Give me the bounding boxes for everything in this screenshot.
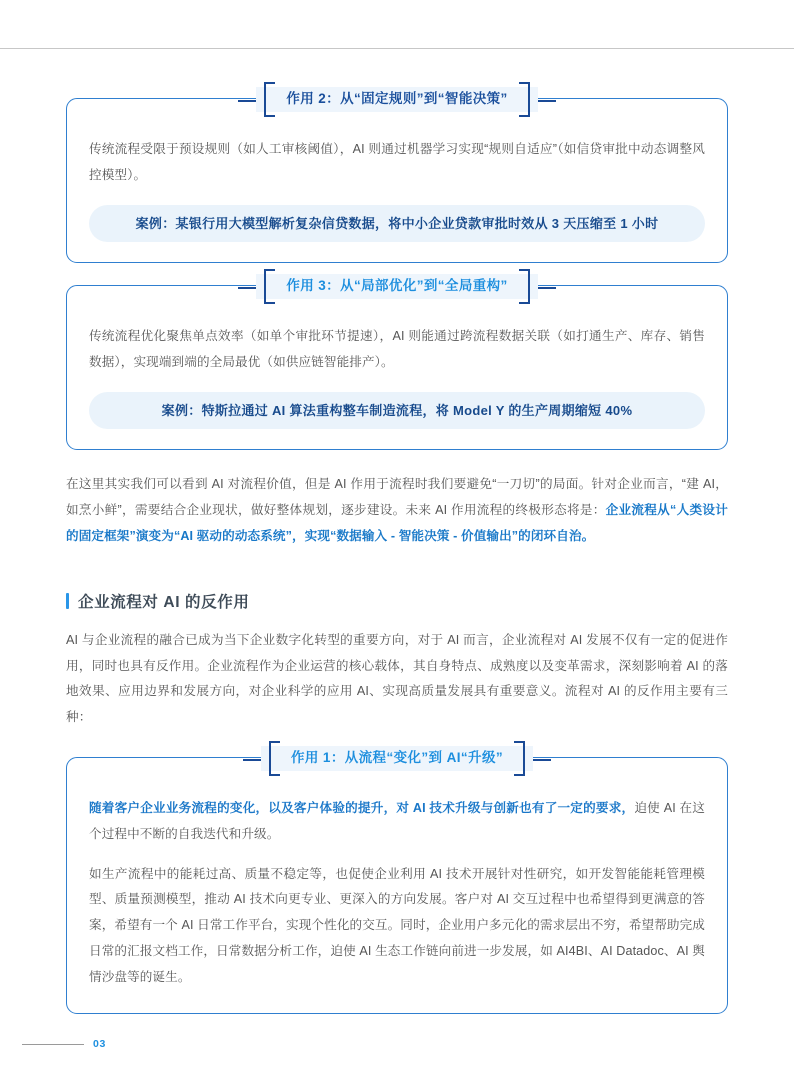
interstitial-plain-text: 在这里其实我们可以看到 AI 对流程价值，但是 AI 作用于流程时我们要避免“一刀切”的局面。针对企业而言，“建 AI，如烹小鲜”，需要结合企业现状，做好整体规划，逐步建设。未来 AI 作用流程的终极形态将是： bbox=[66, 477, 728, 518]
badge-connector-right-icon bbox=[538, 287, 556, 289]
effect-card-3-paragraph: 传统流程优化聚焦单点效率（如单个审批环节提速），AI 则能通过跨流程数据关联（如打通生产、库存、销售数据），实现端到端的全局最优（如供应链智能排产）。 bbox=[89, 329, 705, 369]
badge-connector-left-icon bbox=[238, 287, 256, 289]
effect-card-3-badge bbox=[256, 274, 537, 299]
effect-card-1-lead-paragraph bbox=[89, 796, 705, 848]
bracket-right-icon bbox=[514, 741, 525, 776]
effect-card-2-title: 作用 2：从“固定规则”到“智能决策” bbox=[286, 91, 508, 106]
bracket-right-icon bbox=[519, 269, 530, 304]
effect-card-3-title-wrap bbox=[67, 274, 727, 299]
effect-card-2 bbox=[66, 91, 728, 263]
bracket-left-icon bbox=[269, 741, 280, 776]
effect-card-2-title-wrap bbox=[67, 87, 727, 112]
effect-card-2-badge bbox=[256, 87, 537, 112]
effect-card-1-badge bbox=[261, 746, 533, 771]
page-top-rule bbox=[0, 48, 794, 49]
badge-connector-right-icon bbox=[538, 100, 556, 102]
effect-card-3 bbox=[66, 278, 728, 450]
bracket-left-icon bbox=[264, 269, 275, 304]
page-content bbox=[66, 91, 728, 1036]
badge-connector-left-icon bbox=[238, 100, 256, 102]
page-footer bbox=[22, 1038, 106, 1050]
bracket-left-icon bbox=[264, 82, 275, 117]
effect-card-2-paragraph: 传统流程受限于预设规则（如人工审核阈值），AI 则通过机器学习实现“规则自适应”（如信贷审批中动态调整风控模型）。 bbox=[89, 142, 705, 182]
bracket-right-icon bbox=[519, 82, 530, 117]
effect-card-1-title-wrap bbox=[67, 746, 727, 771]
effect-card-3-case: 案例：特斯拉通过 AI 算法重构整车制造流程，将 Model Y 的生产周期缩短 40% bbox=[89, 392, 705, 430]
effect-card-1-lead-tail: 迫使 AI 在这个过程中不断的自我迭代和升级。 bbox=[89, 800, 706, 841]
section-heading-text: 企业流程对 AI 的反作用 bbox=[78, 593, 250, 611]
effect-card-3-title: 作用 3：从“局部优化”到“全局重构” bbox=[286, 278, 508, 294]
effect-card-1 bbox=[66, 749, 728, 1014]
badge-connector-right-icon bbox=[533, 759, 551, 761]
section-body-paragraph: AI 与企业流程的融合已成为当下企业数字化转型的重要方向，对于 AI 而言，企业流程对 AI 发展不仅有一定的促进作用，同时也具有反作用。企业流程作为企业运营的核心载体，其自身特点、成熟度以及变革需求，深刻影响着 AI 的落地效果、应用边界和发展方向，对企业科学的应用 AI、实现高质量发展具有重要意义。流程对 AI 的反作用主要有三种： bbox=[66, 632, 728, 725]
section-heading bbox=[66, 590, 728, 612]
effect-card-1-title: 作用 1：从流程“变化”到 AI“升级” bbox=[290, 749, 503, 765]
heading-accent-bar-icon bbox=[66, 593, 69, 609]
interstitial-paragraph bbox=[66, 472, 728, 549]
effect-card-1-body-paragraph: 如生产流程中的能耗过高、质量不稳定等，也促使企业利用 AI 技术开展针对性研究，如开发智能能耗管理模型、质量预测模型，推动 AI 技术向更专业、更深入的方向发展。客户对 AI 交互过程中也希望得到更满意的答案，希望有一个 AI 日常工作平台，实现个性化的交互。同时，企业用户多元化的需求层出不穷，希望帮助完成日常的汇报文档工作，日常数据分析工作，迫使 AI 生态工作链向前进一步发展，如 AI4BI、AI Datadoc、AI 舆情沙盘等的诞生。 bbox=[89, 866, 705, 984]
footer-rule-icon bbox=[22, 1044, 84, 1045]
effect-card-2-case: 案例：某银行用大模型解析复杂信贷数据，将中小企业贷款审批时效从 3 天压缩至 1 小时 bbox=[89, 205, 705, 243]
interstitial-emphasis-text: 企业流程从“人类设计的固定框架”演变为“AI 驱动的动态系统”，实现“数据输入 - 智能决策 - 价值输出”的闭环自治。 bbox=[66, 503, 728, 543]
effect-card-1-lead-emphasis: 随着客户企业业务流程的变化，以及客户体验的提升，对 AI 技术升级与创新也有了一定的要求， bbox=[89, 800, 635, 815]
page-number: 03 bbox=[93, 1038, 106, 1050]
badge-connector-left-icon bbox=[243, 759, 261, 761]
